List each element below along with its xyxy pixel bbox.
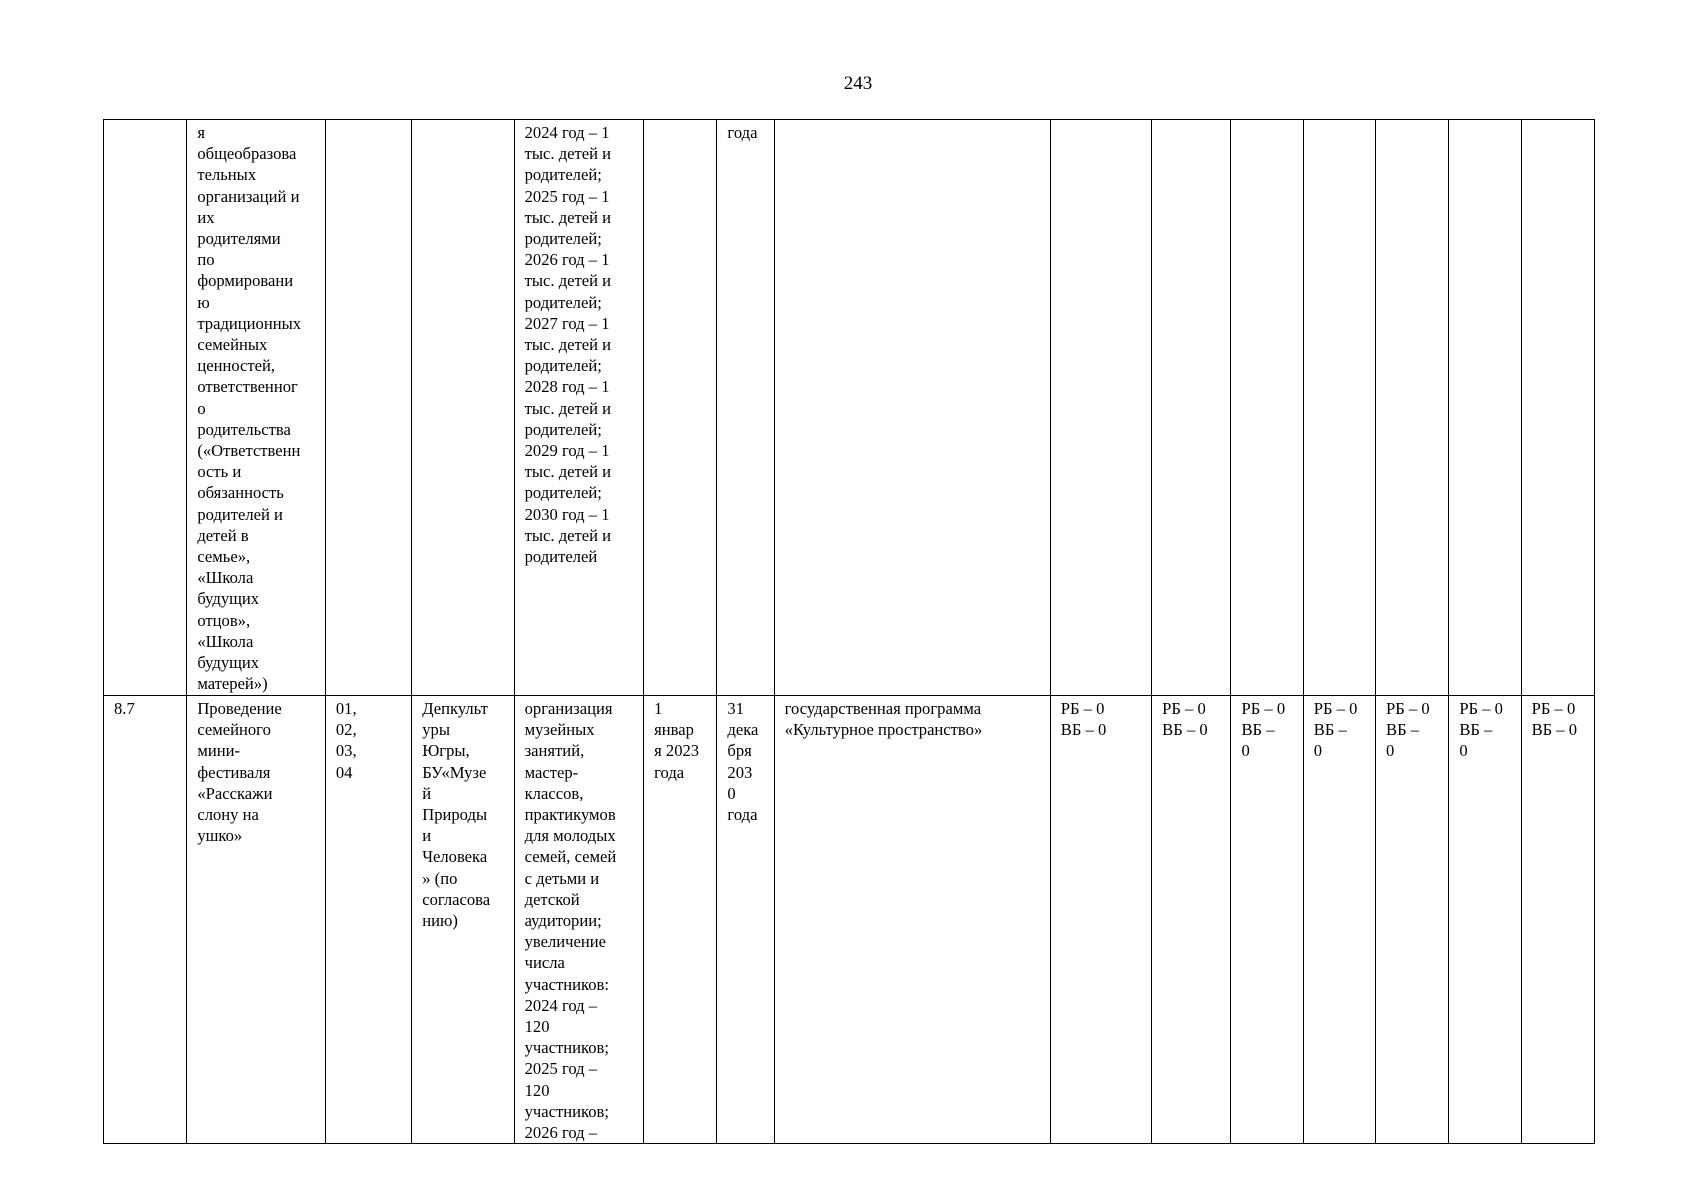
cell-program: государственная программа «Культурное пространство» (774, 696, 1050, 1144)
cell-funding-2 (1152, 120, 1231, 696)
cell-funding-5 (1376, 120, 1449, 696)
cell-end-date: 31 дека бря 203 0 года (717, 696, 774, 1144)
cell-funding-7: РБ – 0 ВБ – 0 (1521, 696, 1594, 1144)
cell-funding-3 (1231, 120, 1303, 696)
cell-funding-6 (1449, 120, 1521, 696)
cell-number (104, 120, 187, 696)
cell-funding-2: РБ – 0 ВБ – 0 (1152, 696, 1231, 1144)
cell-codes (325, 120, 411, 696)
cell-funding-6: РБ – 0 ВБ – 0 (1449, 696, 1521, 1144)
cell-funding-1 (1050, 120, 1151, 696)
cell-funding-4: РБ – 0 ВБ – 0 (1303, 696, 1375, 1144)
cell-start-date: 1 январ я 2023 года (644, 696, 717, 1144)
measures-table (103, 119, 1595, 1144)
cell-measure-name: Проведение семейного мини- фестиваля «Расскажи слону на ушко» (187, 696, 326, 1144)
cell-number: 8.7 (104, 696, 187, 1144)
table-row (104, 696, 1595, 1144)
cell-funding-3: РБ – 0 ВБ – 0 (1231, 696, 1303, 1144)
cell-result: организация музейных занятий, мастер- классов, практикумов для молодых семей, семей с детьми и детской аудитории; увеличение числа участников: 2024 год – 120 участников; 2025 год – 120 участников; 2026 год – (514, 696, 644, 1144)
cell-funding-1: РБ – 0 ВБ – 0 (1050, 696, 1151, 1144)
cell-funding-4 (1303, 120, 1375, 696)
cell-result: 2024 год – 1 тыс. детей и родителей; 2025 год – 1 тыс. детей и родителей; 2026 год – 1 тыс. детей и родителей; 2027 год – 1 тыс. детей и родителей; 2028 год – 1 тыс. детей и родителей; 2029 год – 1 тыс. детей и родителей; 2030 год – 1 тыс. детей и родителей (514, 120, 644, 696)
cell-funding-7 (1521, 120, 1594, 696)
table-row (104, 120, 1595, 696)
cell-start-date (644, 120, 717, 696)
page-number: 243 (843, 73, 873, 94)
cell-program (774, 120, 1050, 696)
cell-codes: 01, 02, 03, 04 (325, 696, 411, 1144)
cell-funding-5: РБ – 0 ВБ – 0 (1376, 696, 1449, 1144)
cell-end-date: года (717, 120, 774, 696)
cell-executor: Депкульт уры Югры, БУ«Музе й Природы и Человека » (по согласова нию) (412, 696, 514, 1144)
cell-measure-name: я общеобразова тельных организаций и их родителями по формировани ю традиционных семейных ценностей, ответственног о родительства («Ответственн ость и обязанность родителей и детей в семье», «Школа будущих отцов», «Школа будущих матерей») (187, 120, 326, 696)
cell-executor (412, 120, 514, 696)
